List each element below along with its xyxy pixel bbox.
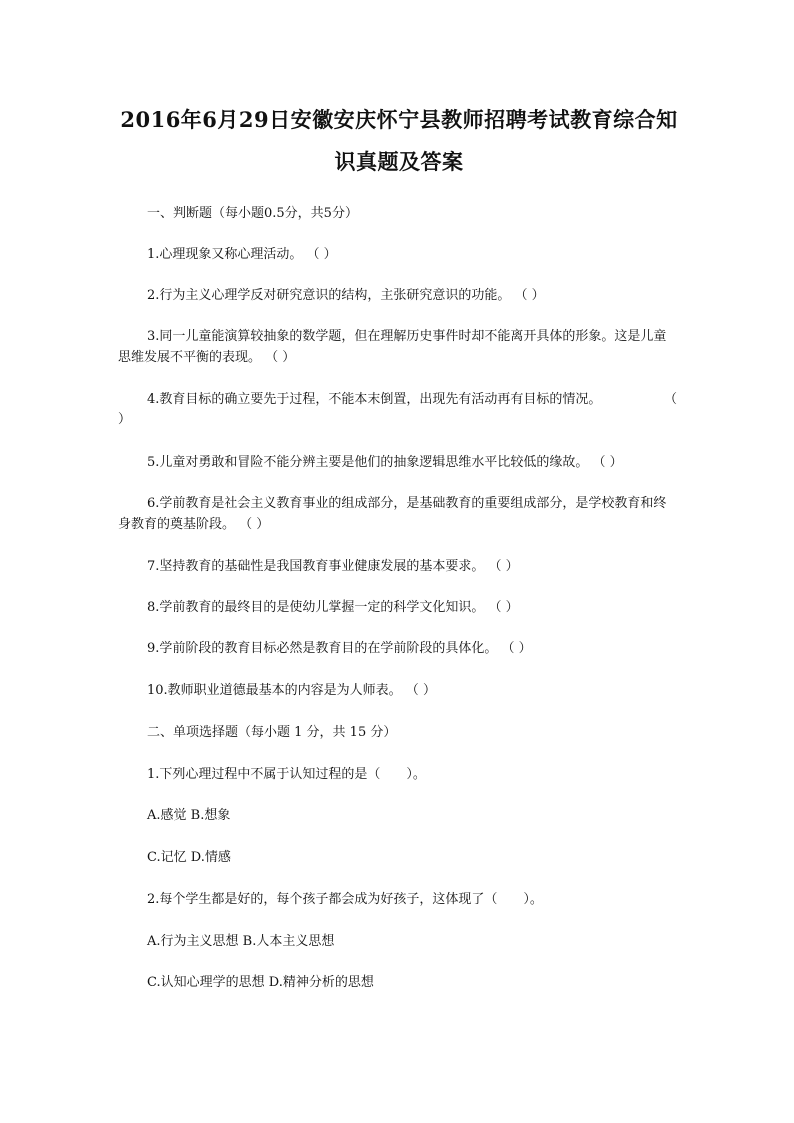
question-10: 10.教师职业道德最基本的内容是为人师表。 （ ） [147,683,436,698]
document-title-line-1: 2016年6月29日安徽安庆怀宁县教师招聘考试教育综合知 [120,107,678,132]
question-3: 3.同一儿童能演算较抽象的数学题，但在理解历史事件时却不能离开具体的形象。这是儿童思维发展不平衡的表现。 （ ） [118,329,667,365]
question-1: 1.心理现象又称心理活动。 （ ） [147,247,337,262]
document-title-line-2: 识真题及答案 [334,149,464,174]
question-4-open-paren: （ [664,392,678,407]
section-2-heading: 二、单项选择题（每小题 1 分，共 15 分） [147,725,397,740]
choice-question-1-options-ab: A.感觉 B.想象 [147,808,231,823]
choice-question-2: 2.每个学生都是好的，每个孩子都会成为好孩子，这体现了（ ）。 [147,892,543,907]
choice-question-2-options-cd: C.认知心理学的思想 D.精神分析的思想 [147,975,374,990]
question-7: 7.坚持教育的基础性是我国教育事业健康发展的基本要求。 （ ） [147,559,519,574]
question-9: 9.学前阶段的教育目标必然是教育目的在学前阶段的具体化。 （ ） [147,641,532,656]
question-2: 2.行为主义心理学反对研究意识的结构，主张研究意识的功能。 （ ） [147,288,545,303]
question-4-text: 4.教育目标的确立要先于过程，不能本末倒置，出现先有活动再有目标的情况。 [147,392,602,407]
question-8: 8.学前教育的最终目的是使幼儿掌握一定的科学文化知识。 （ ） [147,600,519,615]
choice-question-1: 1.下列心理过程中不属于认知过程的是（ ）。 [147,767,426,782]
section-1-heading: 一、判断题（每小题0.5分，共5分） [147,206,358,221]
question-4-close-paren: ） [118,412,132,427]
choice-question-2-options-ab: A.行为主义思想 B.人本主义思想 [147,934,335,949]
question-6: 6.学前教育是社会主义教育事业的组成部分，是基础教育的重要组成部分，是学校教育和终身教育的奠基阶段。 （ ） [118,496,667,532]
question-4 [147,389,692,410]
question-5: 5.儿童对勇敢和冒险不能分辨主要是他们的抽象逻辑思维水平比较低的缘故。 （ ） [147,455,623,470]
choice-question-1-options-cd: C.记忆 D.情感 [147,850,231,865]
